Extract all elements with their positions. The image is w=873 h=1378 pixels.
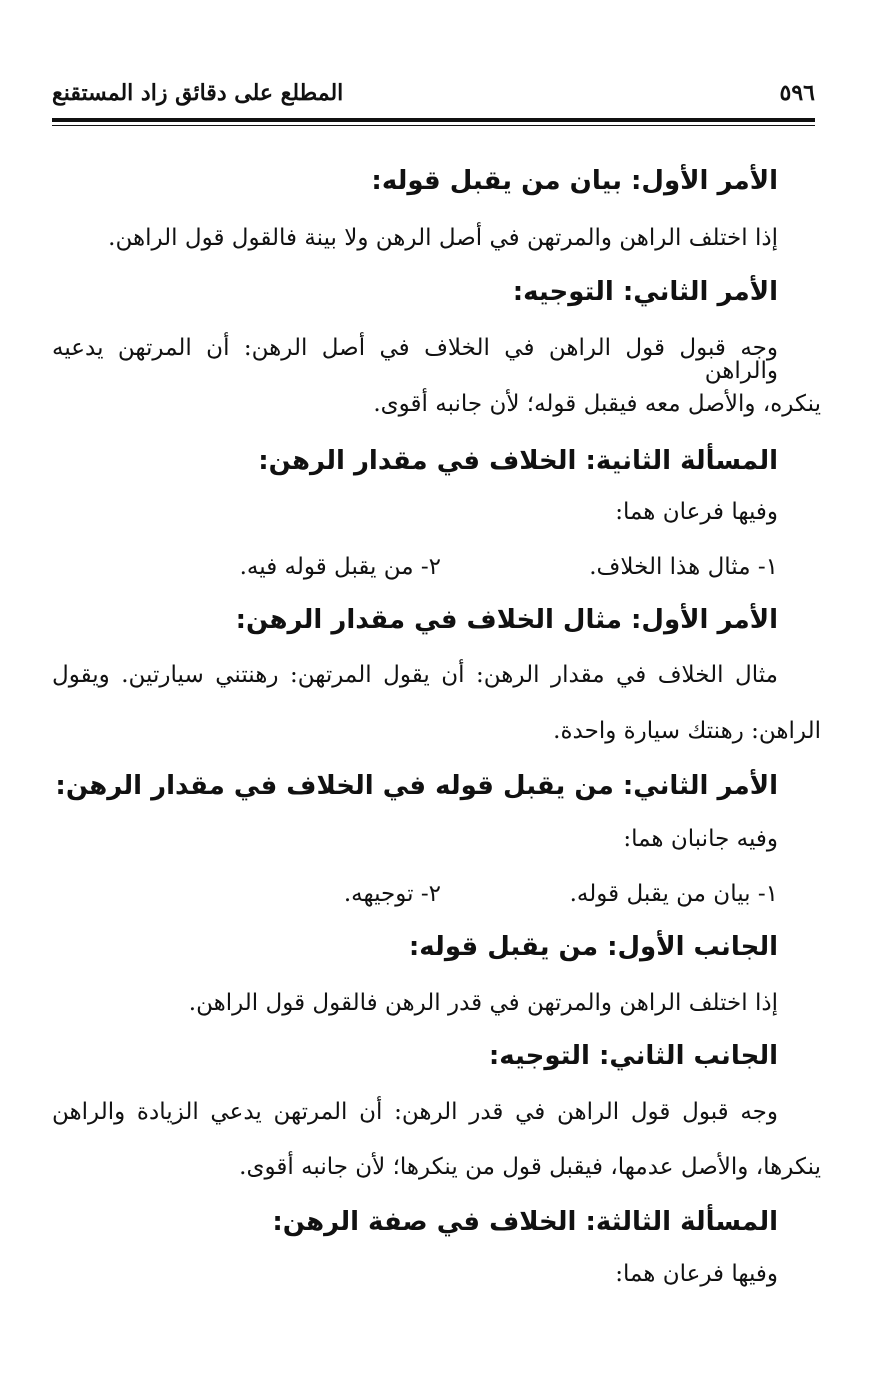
body-line: وفيه جانبان هما: — [623, 826, 778, 852]
heading-second-issue: المسألة الثانية: الخلاف في مقدار الرهن: — [258, 446, 778, 476]
list-item: ٢- توجيهه. — [343, 881, 441, 907]
body-line: ينكره، والأصل معه فيقبل قوله؛ لأن جانبه أقوى. — [373, 391, 821, 417]
body-line: وجه قبول قول الراهن في قدر الرهن: أن المرتهن يدعي الزيادة والراهن — [52, 1099, 778, 1125]
heading-second-side: الجانب الثاني: التوجيه: — [488, 1041, 778, 1071]
header-rule-thin — [52, 125, 815, 126]
heading-first-side: الجانب الأول: من يقبل قوله: — [408, 932, 778, 962]
body-line: إذا اختلف الراهن والمرتهن في قدر الرهن فالقول قول الراهن. — [188, 990, 778, 1016]
heading-first-matter: الأمر الأول: مثال الخلاف في مقدار الرهن: — [235, 605, 778, 635]
body-line: إذا اختلف الراهن والمرتهن في أصل الرهن ولا بينة فالقول قول الراهن. — [108, 225, 778, 251]
body-line: وجه قبول قول الراهن في الخلاف في أصل الرهن: أن المرتهن يدعيه والراهن — [52, 335, 778, 384]
page-number: ٥٩٦ — [779, 80, 815, 106]
heading-first-matter: الأمر الأول: بيان من يقبل قوله: — [371, 166, 778, 196]
book-title: المطلع على دقائق زاد المستقنع — [52, 80, 344, 106]
heading-third-issue: المسألة الثالثة: الخلاف في صفة الرهن: — [272, 1207, 778, 1237]
body-line: وفيها فرعان هما: — [615, 1261, 778, 1287]
heading-second-matter: الأمر الثاني: التوجيه: — [512, 277, 778, 307]
body-line: مثال الخلاف في مقدار الرهن: أن يقول المرتهن: رهنتني سيارتين. ويقول — [52, 662, 778, 688]
body-line: الراهن: رهنتك سيارة واحدة. — [553, 718, 821, 744]
body-line: وفيها فرعان هما: — [615, 499, 778, 525]
list-item: ١- مثال هذا الخلاف. — [589, 554, 778, 580]
header-rule-thick — [52, 118, 815, 122]
list-item: ١- بيان من يقبل قوله. — [569, 881, 778, 907]
list-item: ٢- من يقبل قوله فيه. — [239, 554, 441, 580]
body-line: ينكرها، والأصل عدمها، فيقبل قول من ينكرها؛ لأن جانبه أقوى. — [239, 1154, 821, 1180]
page-header — [52, 80, 815, 120]
heading-second-matter: الأمر الثاني: من يقبل قوله في الخلاف في مقدار الرهن: — [55, 771, 778, 801]
